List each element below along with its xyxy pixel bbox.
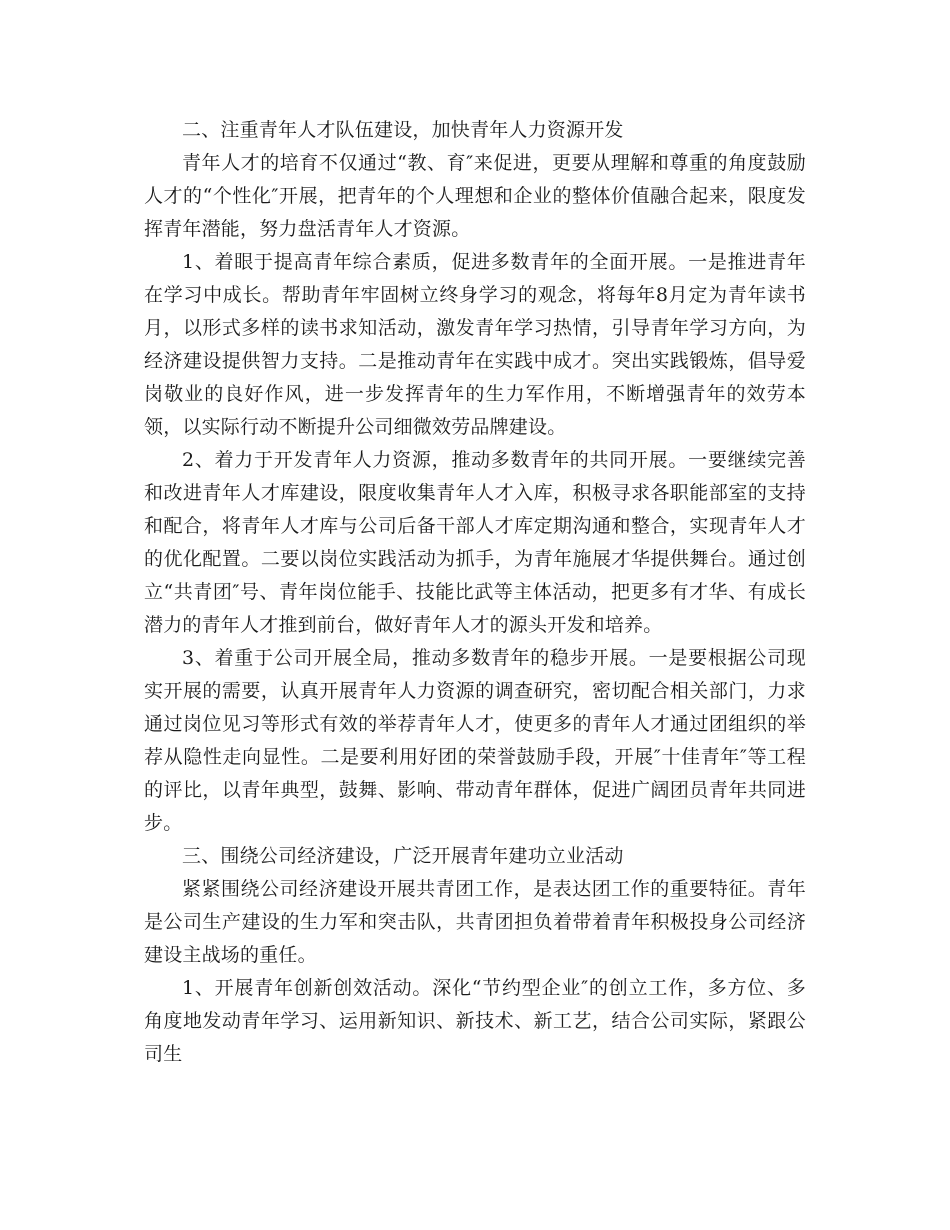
paragraph-item-3-overall: 3、着重于公司开展全局，推动多数青年的稳步开展。一是要根据公司现实开展的需要，认真开展青年人力资源的调查研究，密切配合相关部门，力求通过岗位见习等形式有效的举荐青年人才，使更多的青年人才通过团组织的举荐从隐性走向显性。二是要利用好团的荣誉鼓励手段，开展″十佳青年″等工程的评比，以青年典型，鼓舞、影响、带动青年群体，促进广阔团员青年共同进步。 xyxy=(144,647,806,834)
paragraph-item-1-quality: 1、着眼于提高青年综合素质，促进多数青年的全面开展。一是推进青年在学习中成长。帮助青年牢固树立终身学习的观念，将每年8月定为青年读书月，以形式多样的读书求知活动，激发青年学习热情，引导青年学习方向，为经济建设提供智力支持。二是推动青年在实践中成才。突出实践锻炼，倡导爱岗敬业的良好作风，进一步发挥青年的生力军作用，不断增强青年的效劳本领，以实际行动不断提升公司细微效劳品牌建设。 xyxy=(144,251,806,438)
section-heading-2: 二、注重青年人才队伍建设，加快青年人力资源开发 xyxy=(182,119,624,141)
paragraph-item-1-innovation: 1、开展青年创新创效活动。深化“节约型企业″的创立工作，多方位、多角度地发动青年学习、运用新知识、新技术、新工艺，结合公司实际，紧跟公司生 xyxy=(144,977,806,1065)
paragraph-intro-talent: 青年人才的培育不仅通过“教、育″来促进，更要从理解和尊重的角度鼓励人才的“个性化″开展，把青年的个人理想和企业的整体价值融合起来，限度发挥青年潜能，努力盘活青年人才资源。 xyxy=(144,152,806,240)
section-heading-3: 三、围绕公司经济建设，广泛开展青年建功立业活动 xyxy=(182,845,624,867)
paragraph-item-2-resources: 2、着力于开发青年人力资源，推动多数青年的共同开展。一要继续完善和改进青年人才库建设，限度收集青年人才入库，积极寻求各职能部室的支持和配合，将青年人才库与公司后备干部人才库定期沟通和整合，实现青年人才的优化配置。二要以岗位实践活动为抓手，为青年施展才华提供舞台。通过创立“共青团″号、青年岗位能手、技能比武等主体活动，把更多有才华、有成长潜力的青年人才推到前台，做好青年人才的源头开发和培养。 xyxy=(144,449,806,636)
paragraph-intro-economy: 紧紧围绕公司经济建设开展共青团工作，是表达团工作的重要特征。青年是公司生产建设的生力军和突击队，共青团担负着带着青年积极投身公司经济建设主战场的重任。 xyxy=(144,878,806,966)
document-body xyxy=(144,114,806,1071)
